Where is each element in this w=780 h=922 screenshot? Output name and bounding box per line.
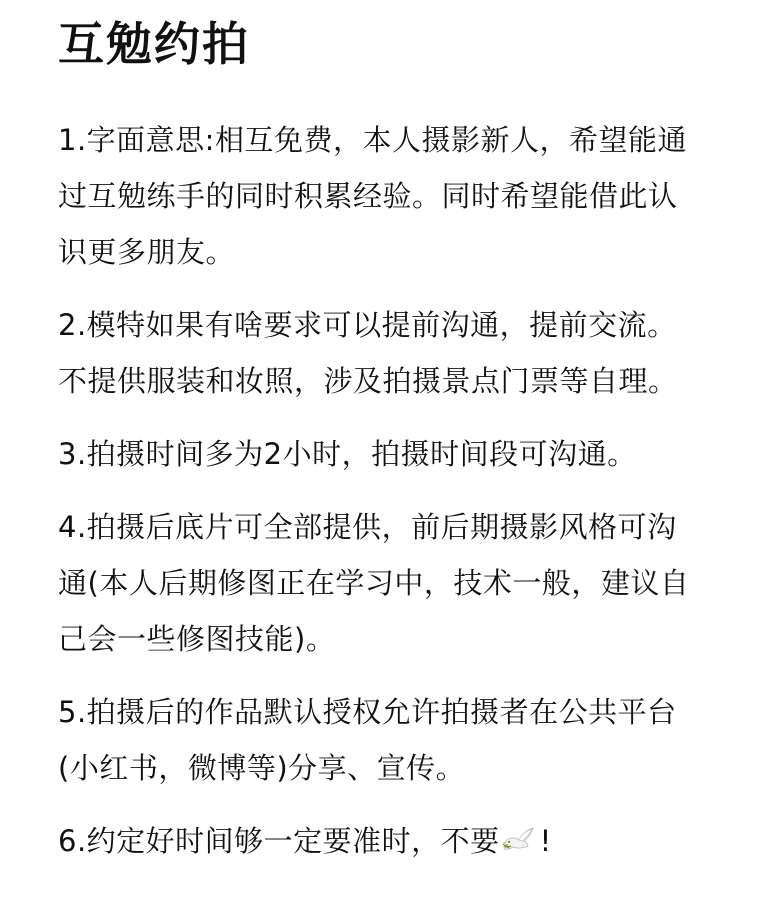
text-line: 识更多朋友。: [58, 235, 236, 269]
text-line: 5.拍摄后的作品默认授权允许拍摄者在公共平台: [58, 695, 677, 729]
page-title: 互勉约拍: [58, 17, 250, 71]
rule-paragraph-1: [58, 112, 740, 280]
rule-paragraph-5: [58, 684, 740, 796]
text-line: [58, 813, 740, 869]
text-line: 己会一些修图技能)。: [58, 622, 336, 656]
text-line: 4.拍摄后底片可全部提供，前后期摄影风格可沟: [58, 510, 677, 544]
text-segment: 6.约定好时间够一定要准时，不要: [58, 824, 500, 858]
text-line: 1.字面意思:相互免费，本人摄影新人，希望能通: [58, 123, 687, 157]
text-line: 过互勉练手的同时积累经验。同时希望能借此认: [58, 179, 678, 213]
text-line: 3.拍摄时间多为2小时，拍摄时间段可沟通。: [58, 437, 637, 471]
rule-paragraph-2: [58, 297, 740, 409]
dove-icon: [502, 825, 536, 855]
text-line: 通(本人后期修图正在学习中，技术一般，建议自: [58, 566, 690, 600]
text-line: (小红书，微博等)分享、宣传。: [58, 751, 466, 785]
text-line: 不提供服装和妆照，涉及拍摄景点门票等自理。: [58, 364, 678, 398]
rule-paragraph-4: [58, 499, 740, 667]
rule-paragraph-6: [58, 813, 740, 869]
text-line: 2.模特如果有啥要求可以提前沟通，提前交流。: [58, 308, 677, 342]
rule-paragraph-3: [58, 426, 740, 482]
text-segment: !: [539, 824, 552, 858]
